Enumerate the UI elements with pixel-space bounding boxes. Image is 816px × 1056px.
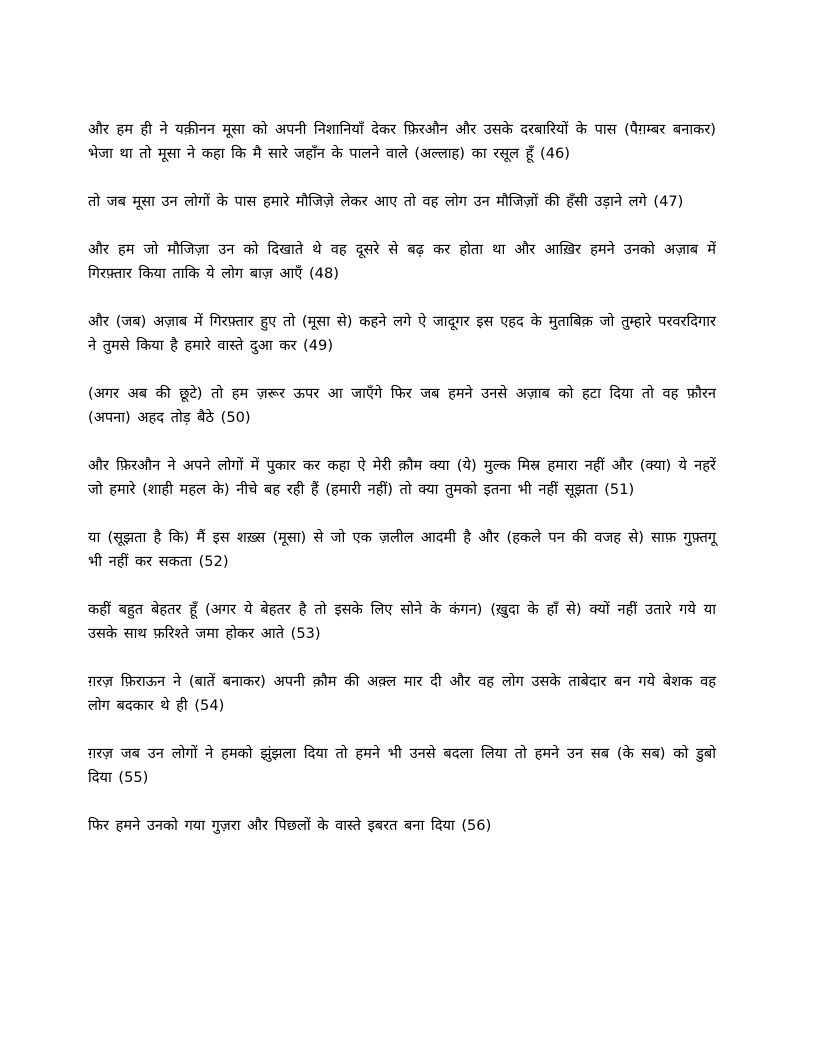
verse-53: कहीं बहुत बेहतर हूँ (अगर ये बेहतर है तो इसके लिए सोने के कंगन) (ख़ुदा के हाँ से) क्यों नहीं उतारे गये या उसके साथ फ़रिश्ते जमा होकर आते (53) (88, 601, 716, 642)
verse-51: और फ़िरऔन ने अपने लोगों में पुकार कर कहा ऐ मेरी क़ौम क्या (ये) मुल्क मिस्र हमारा नहीं और (क्या) ये नहरें जो हमारे (शाही महल के) नीचे बह रही हैं (हमारी नहीं) तो क्या तुमको इतना भी नहीं सूझता (51) (88, 457, 716, 498)
verse-54: ग़रज़ फ़िराऊन ने (बातें बनाकर) अपनी क़ौम की अक़्ल मार दी और वह लोग उसके ताबेदार बन गये बेशक वह लोग बदकार थे ही (54) (88, 673, 716, 714)
verse-56: फिर हमने उनको गया गुज़रा और पिछलों के वास्ते इबरत बना दिया (56) (88, 817, 492, 834)
verse-50: (अगर अब की छूटे) तो हम ज़रूर ऊपर आ जाएँगे फिर जब हमने उनसे अज़ाब को हटा दिया तो वह फ़ौरन (अपना) अहद तोड़ बैठे (50) (88, 385, 716, 426)
verse-47: तो जब मूसा उन लोगों के पास हमारे मौजिज़े लेकर आए तो वह लोग उन मौजिज़ों की हँसी उड़ाने लगे (47) (88, 193, 684, 210)
verse-46: और हम ही ने यक़ीनन मूसा को अपनी निशानियाँ देकर फ़िरऔन और उसके दरबारियों के पास (पैग़म्बर बनाकर) भेजा था तो मूसा ने कहा कि मै सारे जहाँन के पालने वाले (अल्लाह) का रसूल हूँ (46) (88, 121, 716, 162)
document-page (88, 118, 716, 862)
verse-55: ग़रज़ जब उन लोगों ने हमको झुंझला दिया तो हमने भी उनसे बदला लिया तो हमने उन सब (के सब) को डुबो दिया (55) (88, 745, 716, 786)
verse-48: और हम जो मौजिज़ा उन को दिखाते थे वह दूसरे से बढ़ कर होता था और आख़िर हमने उनको अज़ाब में गिरफ़्तार किया ताकि ये लोग बाज़ आएँ (48) (88, 241, 716, 282)
verse-52: या (सूझता है कि) मैं इस शख़्स (मूसा) से जो एक ज़लील आदमी है और (हकले पन की वजह से) साफ़ गुफ़्तगू भी नहीं कर सकता (52) (88, 529, 716, 570)
verse-49: और (जब) अज़ाब में गिरफ़्तार हुए तो (मूसा से) कहने लगे ऐ जादूगर इस एहद के मुताबिक़ जो तुम्हारे परवरदिगार ने तुमसे किया है हमारे वास्ते दुआ कर (49) (88, 313, 716, 354)
